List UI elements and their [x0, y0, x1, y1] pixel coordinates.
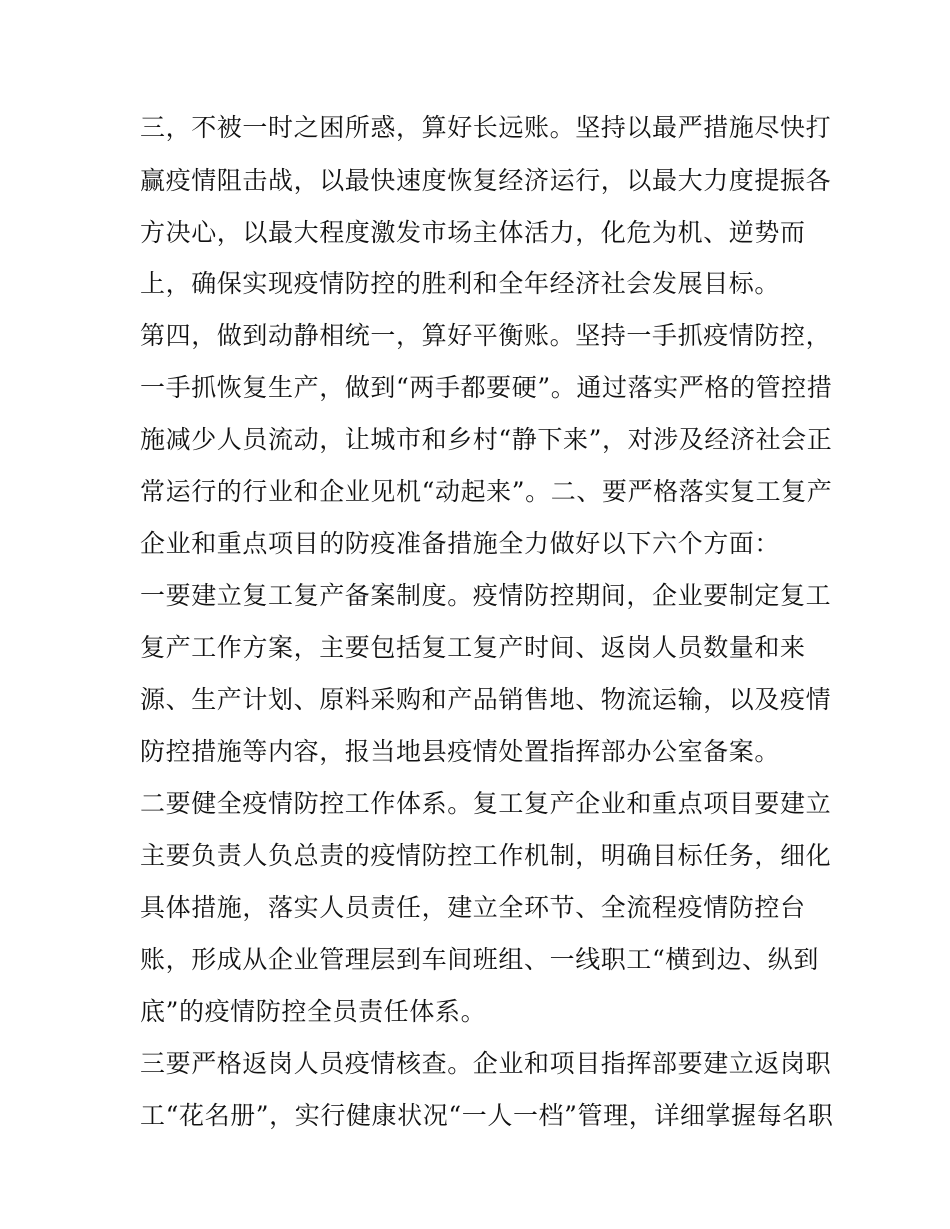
text-line: 工“花名册”，实行健康状况“一人一档”管理，详细掌握每名职: [140, 1101, 834, 1130]
text-line: 源、生产计划、原料采购和产品销售地、物流运输，以及疫情: [140, 685, 832, 714]
text-line: 三要严格返岗人员疫情核查。企业和项目指挥部要建立返岗职: [140, 1049, 832, 1078]
text-line: 上，确保实现疫情防控的胜利和全年经济社会发展目标。: [140, 269, 781, 298]
text-line: 常运行的行业和企业见机“动起来”。二、要严格落实复工复产: [140, 477, 833, 506]
text-line: 一要建立复工复产备案制度。疫情防控期间，企业要制定复工: [140, 581, 832, 610]
text-line: 账，形成从企业管理层到车间班组、一线职工“横到边、纵到: [140, 945, 819, 974]
text-line: 施减少人员流动，让城市和乡村“静下来”，对涉及经济社会正: [140, 425, 833, 454]
text-line: 主要负责人负总责的疫情防控工作机制，明确目标任务，细化: [140, 841, 832, 870]
text-line: 防控措施等内容，报当地县疫情处置指挥部办公室备案。: [140, 737, 781, 766]
text-line: 企业和重点项目的防疫准备措施全力做好以下六个方面：: [140, 529, 781, 558]
text-line: 二要健全疫情防控工作体系。复工复产企业和重点项目要建立: [140, 789, 832, 818]
text-line: 底”的疫情防控全员责任体系。: [140, 997, 487, 1026]
text-line: 三，不被一时之困所惑，算好长远账。坚持以最严措施尽快打: [140, 113, 832, 142]
text-line: 赢疫情阻击战，以最快速度恢复经济运行，以最大力度提振各: [140, 166, 832, 195]
text-line: 一手抓恢复生产，做到“两手都要硬”。通过落实严格的管控措: [140, 373, 833, 402]
text-line: 方决心，以最大程度激发市场主体活力，化危为机、逆势而: [140, 218, 806, 247]
text-line: 第四，做到动静相统一，算好平衡账。坚持一手抓疫情防控，: [140, 321, 832, 350]
text-line: 复产工作方案，主要包括复工复产时间、返岗人员数量和来: [140, 633, 806, 662]
text-line: 具体措施，落实人员责任，建立全环节、全流程疫情防控台: [140, 893, 806, 922]
